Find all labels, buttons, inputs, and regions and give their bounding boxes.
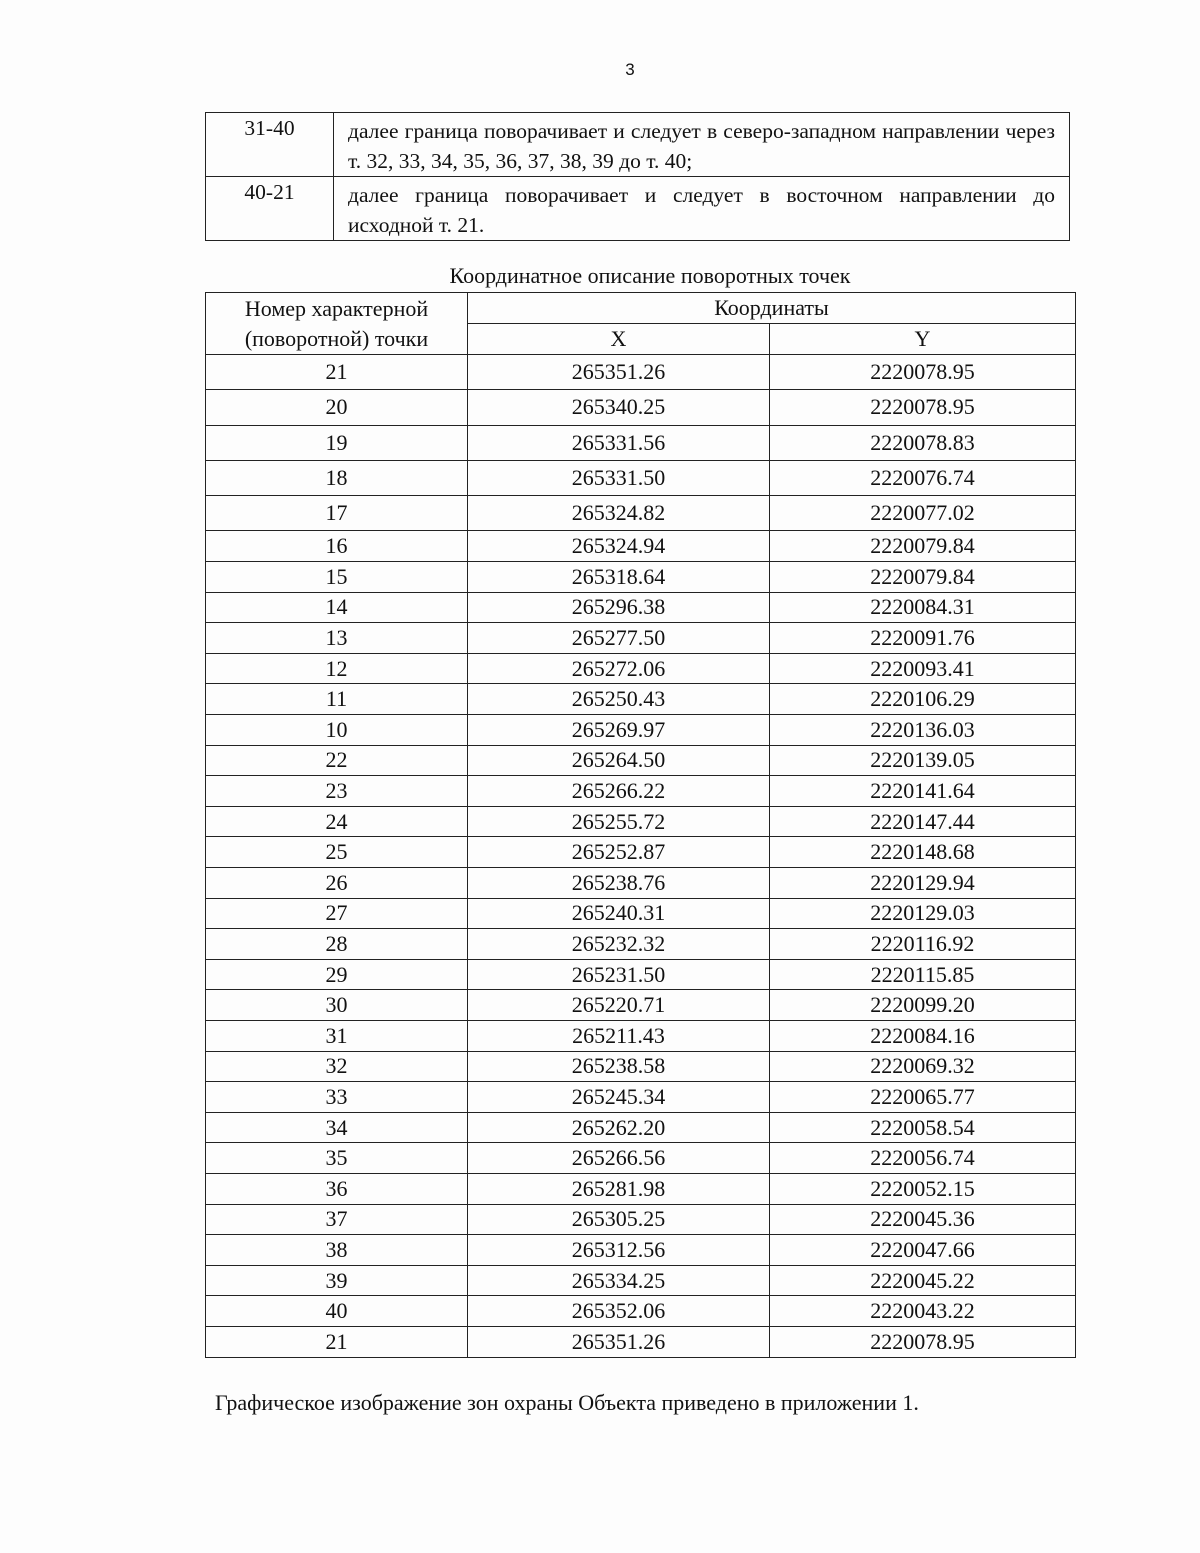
x-coordinate-cell: 265324.82 [468,496,770,531]
x-coordinate-cell: 265250.43 [468,684,770,715]
y-coordinate-cell: 2220129.94 [770,868,1076,899]
table-row [206,496,1076,531]
x-coordinate-cell: 265238.76 [468,868,770,899]
table-row [206,929,1076,960]
point-number-cell: 27 [206,898,468,929]
table-row [206,390,1076,425]
coordinates-table [205,292,1076,1358]
point-number-cell: 12 [206,653,468,684]
point-number-cell: 24 [206,806,468,837]
x-coordinate-cell: 265305.25 [468,1204,770,1235]
x-coordinate-cell: 265277.50 [468,623,770,654]
y-coordinate-cell: 2220078.95 [770,355,1076,390]
y-coordinate-cell: 2220139.05 [770,745,1076,776]
header-coordinates: Координаты [468,293,1076,324]
point-number-cell: 16 [206,531,468,562]
y-coordinate-cell: 2220099.20 [770,990,1076,1021]
table-row [206,425,1076,460]
x-coordinate-cell: 265340.25 [468,390,770,425]
y-coordinate-cell: 2220141.64 [770,776,1076,807]
boundary-segment-id: 40-21 [206,177,334,241]
table-row [206,1082,1076,1113]
table-row [206,562,1076,593]
x-coordinate-cell: 265231.50 [468,959,770,990]
x-coordinate-cell: 265264.50 [468,745,770,776]
table-row [206,355,1076,390]
point-number-cell: 36 [206,1173,468,1204]
point-number-cell: 30 [206,990,468,1021]
y-coordinate-cell: 2220115.85 [770,959,1076,990]
point-number-cell: 15 [206,562,468,593]
point-number-cell: 29 [206,959,468,990]
y-coordinate-cell: 2220129.03 [770,898,1076,929]
point-number-cell: 17 [206,496,468,531]
x-coordinate-cell: 265331.50 [468,460,770,495]
x-coordinate-cell: 265281.98 [468,1173,770,1204]
y-coordinate-cell: 2220045.22 [770,1265,1076,1296]
point-number-cell: 32 [206,1051,468,1082]
table-row [206,1296,1076,1327]
table-row [206,1173,1076,1204]
point-number-cell: 21 [206,355,468,390]
x-coordinate-cell: 265255.72 [468,806,770,837]
table-row [206,1235,1076,1266]
y-coordinate-cell: 2220106.29 [770,684,1076,715]
point-number-cell: 26 [206,868,468,899]
x-coordinate-cell: 265351.26 [468,355,770,390]
x-coordinate-cell: 265240.31 [468,898,770,929]
table-row [206,460,1076,495]
point-number-cell: 10 [206,715,468,746]
y-coordinate-cell: 2220078.95 [770,1326,1076,1357]
y-coordinate-cell: 2220091.76 [770,623,1076,654]
x-coordinate-cell: 265296.38 [468,592,770,623]
x-coordinate-cell: 265211.43 [468,1020,770,1051]
table-row [206,959,1076,990]
y-coordinate-cell: 2220084.16 [770,1020,1076,1051]
point-number-cell: 28 [206,929,468,960]
point-number-cell: 31 [206,1020,468,1051]
x-coordinate-cell: 265324.94 [468,531,770,562]
boundary-segment-description: далее граница поворачивает и следует в восточном направлении до исходной т. 21. [334,177,1070,241]
footer-note: Графическое изображение зон охраны Объекта приведено в приложении 1. [215,1390,919,1415]
table-row [206,1204,1076,1235]
table-row [206,531,1076,562]
point-number-cell: 18 [206,460,468,495]
y-coordinate-cell: 2220076.74 [770,460,1076,495]
x-coordinate-cell: 265266.22 [468,776,770,807]
x-coordinate-cell: 265334.25 [468,1265,770,1296]
table-row [206,776,1076,807]
boundary-row [206,113,1070,177]
table-row [206,1143,1076,1174]
y-coordinate-cell: 2220045.36 [770,1204,1076,1235]
y-coordinate-cell: 2220077.02 [770,496,1076,531]
table-row [206,806,1076,837]
point-number-cell: 20 [206,390,468,425]
y-coordinate-cell: 2220116.92 [770,929,1076,960]
y-coordinate-cell: 2220147.44 [770,806,1076,837]
point-number-cell: 25 [206,837,468,868]
point-number-cell: 38 [206,1235,468,1266]
table-row [206,1112,1076,1143]
table-row [206,837,1076,868]
y-coordinate-cell: 2220043.22 [770,1296,1076,1327]
y-coordinate-cell: 2220047.66 [770,1235,1076,1266]
x-coordinate-cell: 265232.32 [468,929,770,960]
table-row [206,684,1076,715]
y-coordinate-cell: 2220078.95 [770,390,1076,425]
point-number-cell: 40 [206,1296,468,1327]
header-x: X [468,324,770,355]
table-row [206,715,1076,746]
x-coordinate-cell: 265318.64 [468,562,770,593]
point-number-cell: 22 [206,745,468,776]
point-number-cell: 13 [206,623,468,654]
point-number-cell: 34 [206,1112,468,1143]
point-number-cell: 39 [206,1265,468,1296]
y-coordinate-cell: 2220079.84 [770,562,1076,593]
x-coordinate-cell: 265352.06 [468,1296,770,1327]
y-coordinate-cell: 2220079.84 [770,531,1076,562]
header-y: Y [770,324,1076,355]
point-number-cell: 37 [206,1204,468,1235]
header-point-number: Номер характерной (поворотной) точки [206,293,468,355]
y-coordinate-cell: 2220093.41 [770,653,1076,684]
table-row [206,1051,1076,1082]
point-number-cell: 11 [206,684,468,715]
y-coordinate-cell: 2220052.15 [770,1173,1076,1204]
x-coordinate-cell: 265238.58 [468,1051,770,1082]
point-number-cell: 23 [206,776,468,807]
x-coordinate-cell: 265220.71 [468,990,770,1021]
table-row [206,745,1076,776]
point-number-cell: 14 [206,592,468,623]
x-coordinate-cell: 265351.26 [468,1326,770,1357]
x-coordinate-cell: 265266.56 [468,1143,770,1174]
x-coordinate-cell: 265312.56 [468,1235,770,1266]
x-coordinate-cell: 265245.34 [468,1082,770,1113]
y-coordinate-cell: 2220078.83 [770,425,1076,460]
y-coordinate-cell: 2220058.54 [770,1112,1076,1143]
point-number-cell: 35 [206,1143,468,1174]
x-coordinate-cell: 265269.97 [468,715,770,746]
boundary-segment-description: далее граница поворачивает и следует в северо-западном направлении через т. 32, 33, 34, 35, 36, 37, 38, 39 до т. 40; [334,113,1070,177]
table-row [206,592,1076,623]
boundary-row [206,177,1070,241]
table-row [206,653,1076,684]
point-number-cell: 19 [206,425,468,460]
coords-table-caption: Координатное описание поворотных точек [449,263,851,288]
y-coordinate-cell: 2220065.77 [770,1082,1076,1113]
boundary-segment-id: 31-40 [206,113,334,177]
x-coordinate-cell: 265331.56 [468,425,770,460]
page-number: 3 [625,60,635,79]
table-row [206,990,1076,1021]
y-coordinate-cell: 2220056.74 [770,1143,1076,1174]
table-row [206,623,1076,654]
y-coordinate-cell: 2220148.68 [770,837,1076,868]
table-row [206,898,1076,929]
table-row [206,1326,1076,1357]
point-number-cell: 21 [206,1326,468,1357]
table-row [206,868,1076,899]
x-coordinate-cell: 265262.20 [468,1112,770,1143]
point-number-cell: 33 [206,1082,468,1113]
y-coordinate-cell: 2220069.32 [770,1051,1076,1082]
boundary-description-table [205,112,1070,241]
y-coordinate-cell: 2220136.03 [770,715,1076,746]
x-coordinate-cell: 265272.06 [468,653,770,684]
table-row [206,1020,1076,1051]
x-coordinate-cell: 265252.87 [468,837,770,868]
table-row [206,1265,1076,1296]
y-coordinate-cell: 2220084.31 [770,592,1076,623]
